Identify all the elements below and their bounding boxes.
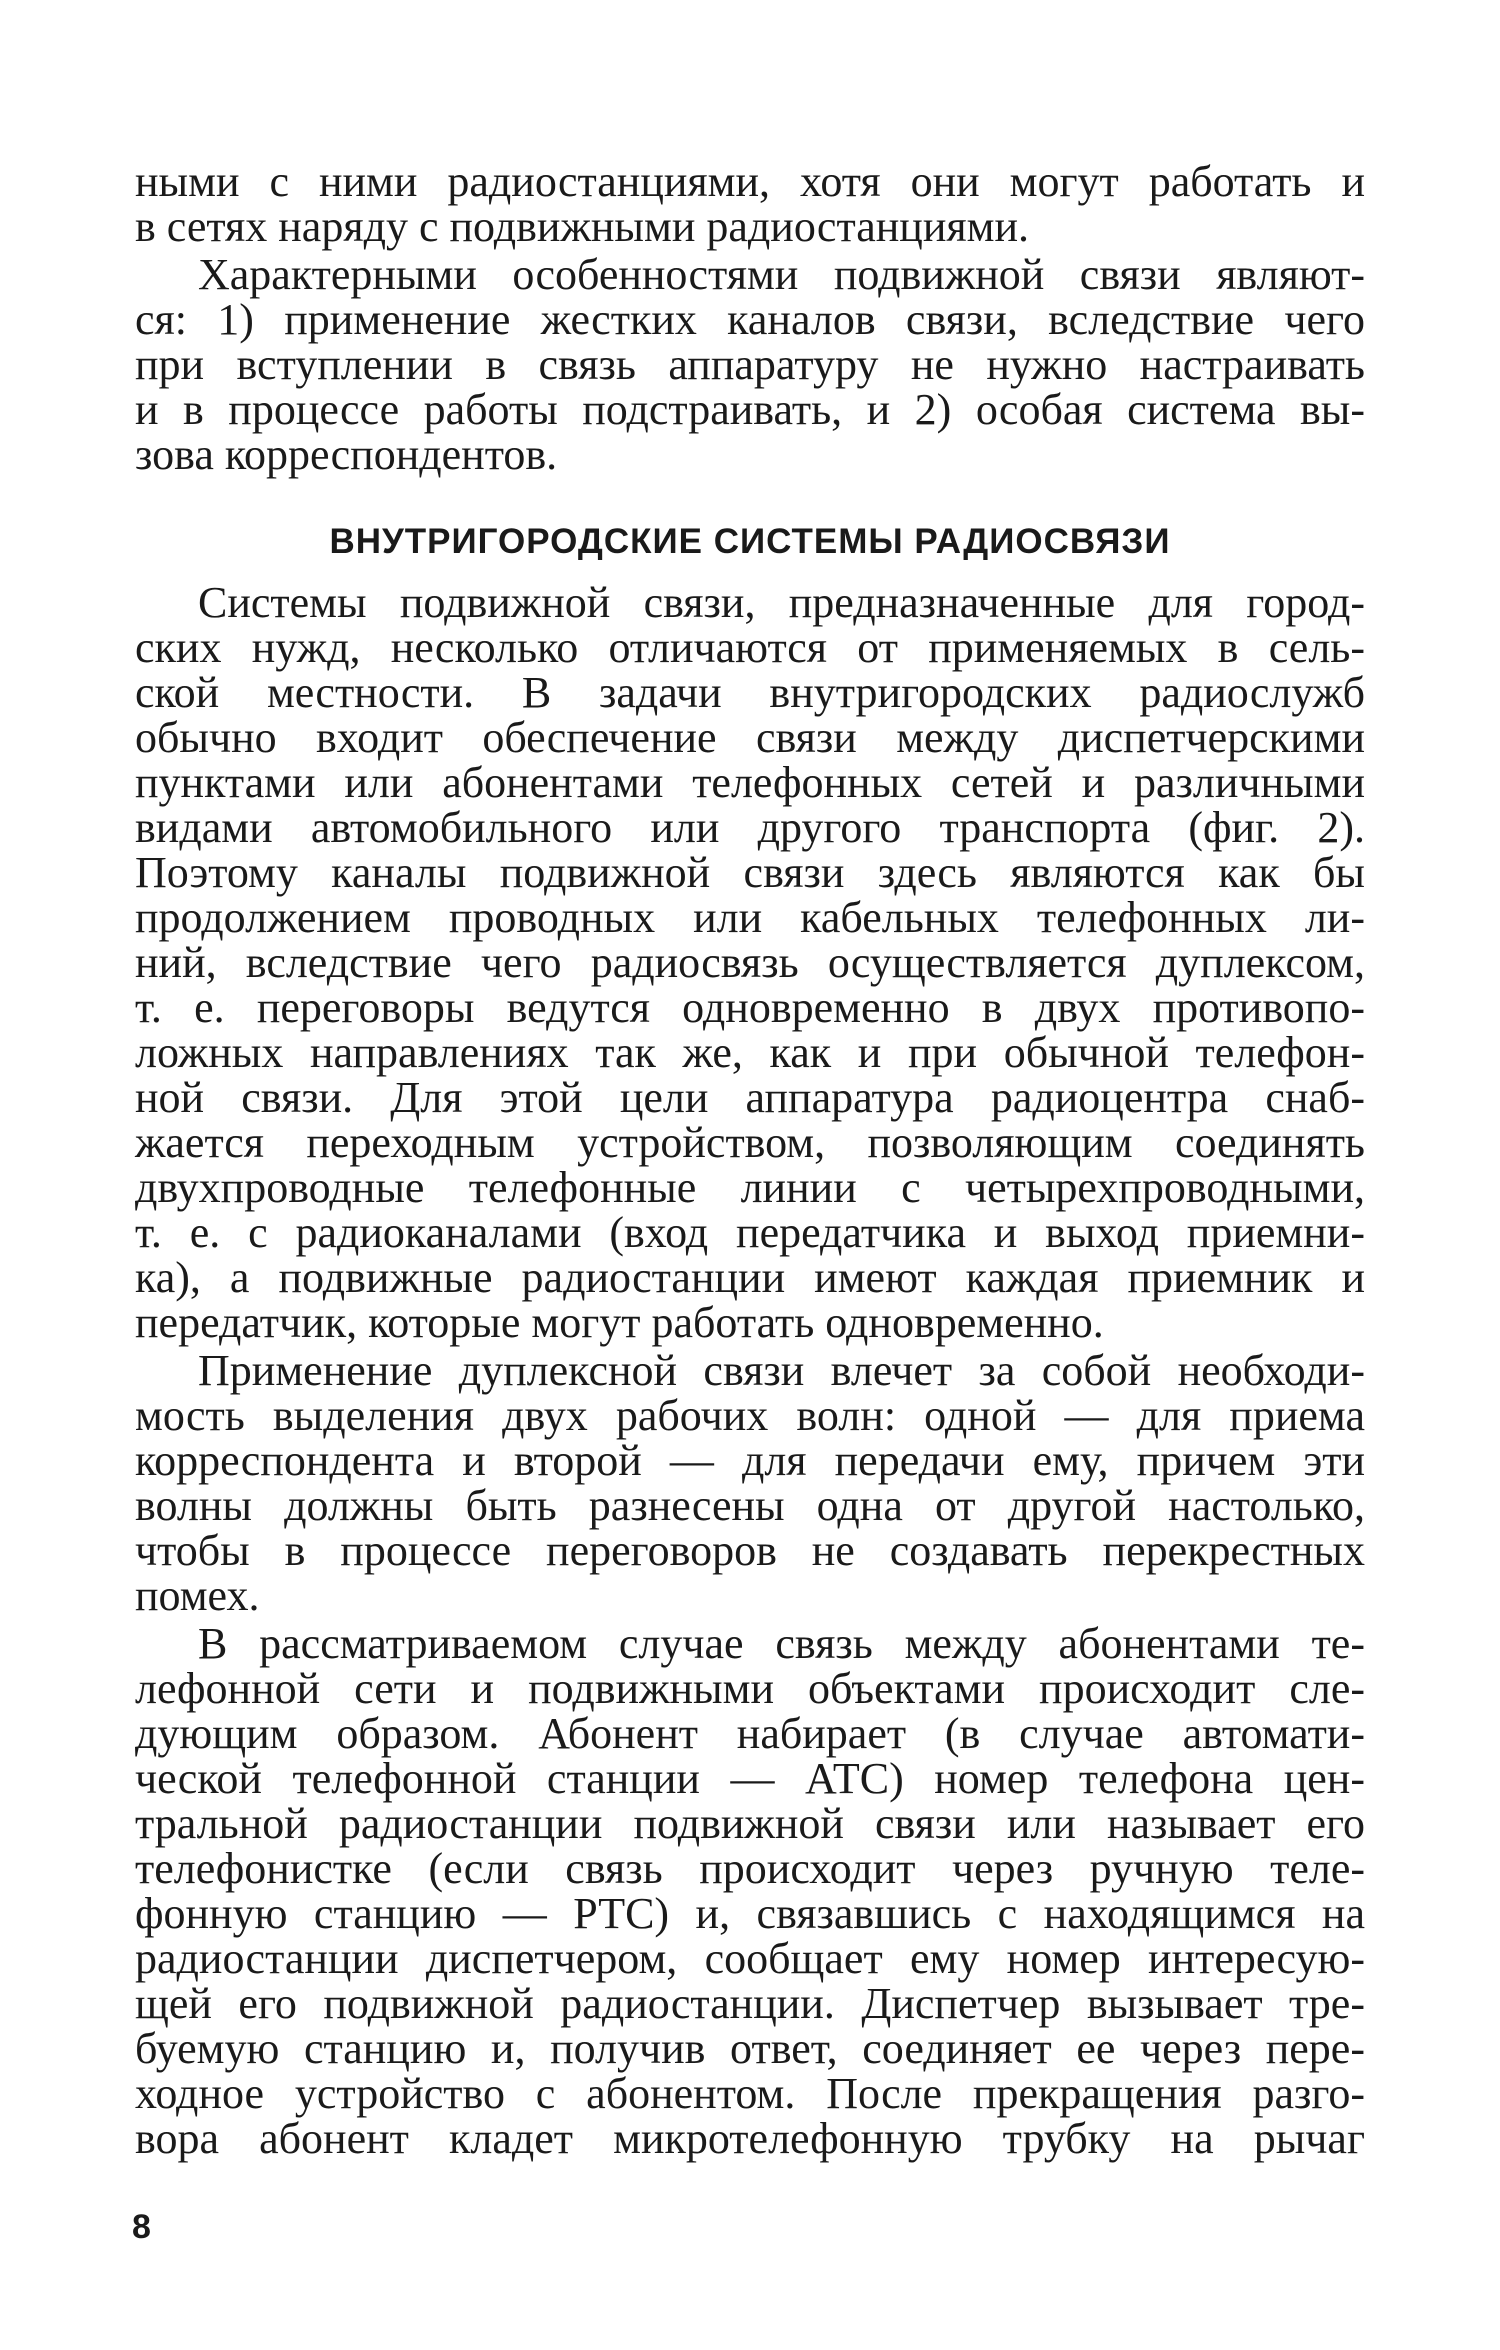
text-line: ной связи. Для этой цели аппаратура радиоцентра снаб-: [135, 1073, 1365, 1122]
text-line: дующим образом. Абонент набирает (в случае автомати-: [135, 1709, 1365, 1758]
text-line: продолжением проводных или кабельных телефонных ли-: [135, 893, 1365, 942]
text-line: Системы подвижной связи, предназначенные для город-: [198, 578, 1365, 627]
text-line: помех.: [135, 1571, 260, 1620]
text-line: двухпроводные телефонные линии с четырехпроводными,: [135, 1163, 1365, 1212]
text-line: ложных направлениях так же, как и при обычной телефон-: [135, 1028, 1365, 1077]
text-line: передатчик, которые могут работать одновременно.: [135, 1298, 1104, 1347]
text-line: корреспондента и второй — для передачи ему, причем эти: [135, 1436, 1365, 1485]
text-line: т. е. переговоры ведутся одновременно в двух противопо-: [135, 983, 1365, 1032]
text-line: вора абонент кладет микротелефонную трубку на рычаг: [135, 2114, 1365, 2163]
page-number: 8: [132, 2208, 151, 2246]
text-line: и в процессе работы подстраивать, и 2) особая система вы-: [135, 385, 1365, 434]
text-line: В рассматриваемом случае связь между абонентами те-: [198, 1619, 1365, 1668]
section-heading: ВНУТРИГОРОДСКИЕ СИСТЕМЫ РАДИОСВЯЗИ: [329, 522, 1171, 561]
text-line: лефонной сети и подвижными объектами происходит сле-: [135, 1664, 1365, 1713]
text-line: ческой телефонной станции — АТС) номер телефона цен-: [135, 1754, 1365, 1803]
text-line: Поэтому каналы подвижной связи здесь являются как бы: [135, 848, 1365, 897]
text-line: при вступлении в связь аппаратуру не нужно настраивать: [135, 340, 1365, 389]
text-line: мость выделения двух рабочих волн: одной — для приема: [135, 1391, 1365, 1440]
text-line: ными с ними радиостанциями, хотя они могут работать и: [135, 157, 1365, 206]
text-line: ских нужд, несколько отличаются от применяемых в сель-: [135, 623, 1365, 672]
text-line: жается переходным устройством, позволяющим соединять: [135, 1118, 1365, 1167]
text-line: Характерными особенностями подвижной связи являют-: [198, 250, 1365, 299]
text-line: ний, вследствие чего радиосвязь осуществляется дуплексом,: [135, 938, 1365, 987]
text-line: тральной радиостанции подвижной связи или называет его: [135, 1799, 1365, 1848]
text-line: щей его подвижной радиостанции. Диспетчер вызывает тре-: [135, 1979, 1365, 2028]
text-line: фонную станцию — РТС) и, связавшись с находящимся на: [135, 1889, 1365, 1938]
text-line: видами автомобильного или другого транспорта (фиг. 2).: [135, 803, 1365, 852]
text-line: обычно входит обеспечение связи между диспетчерскими: [135, 713, 1365, 762]
text-line: зова корреспондентов.: [135, 430, 558, 479]
text-line: ка), а подвижные радиостанции имеют каждая приемник и: [135, 1253, 1365, 1302]
text-line: в сетях наряду с подвижными радиостанциями.: [135, 202, 1030, 251]
text-line: радиостанции диспетчером, сообщает ему номер интересую-: [135, 1934, 1365, 1983]
text-line: чтобы в процессе переговоров не создавать перекрестных: [135, 1526, 1365, 1575]
text-line: пунктами или абонентами телефонных сетей и различными: [135, 758, 1365, 807]
text-line: т. е. с радиоканалами (вход передатчика и выход приемни-: [135, 1208, 1365, 1257]
text-line: Применение дуплексной связи влечет за собой необходи-: [198, 1346, 1365, 1395]
text-line: ходное устройство с абонентом. После прекращения разго-: [135, 2069, 1365, 2118]
text-line: телефонистке (если связь происходит через ручную теле-: [135, 1844, 1365, 1893]
text-line: волны должны быть разнесены одна от другой настолько,: [135, 1481, 1365, 1530]
text-line: буемую станцию и, получив ответ, соединяет ее через пере-: [135, 2024, 1365, 2073]
text-line: ся: 1) применение жестких каналов связи, вследствие чего: [135, 295, 1365, 344]
text-line: ской местности. В задачи внутригородских радиослужб: [135, 668, 1365, 717]
